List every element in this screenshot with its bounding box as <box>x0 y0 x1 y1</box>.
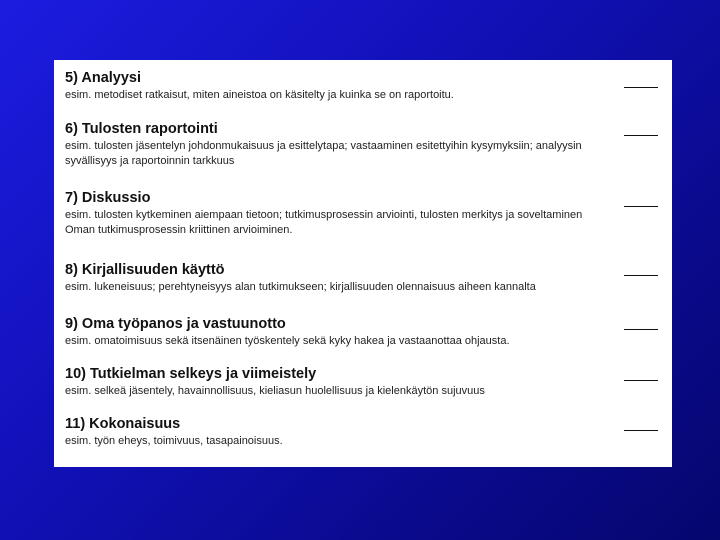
section-description: esim. työn eheys, toimivuus, tasapainoisuus. <box>65 435 283 447</box>
section-title: 11) Kokonaisuus <box>65 416 181 432</box>
section-description: esim. tulosten kytkeminen aiempaan tietoon; tutkimusprosessin arviointi, tulosten merkitys ja soveltaminen <box>65 209 583 221</box>
score-line <box>624 87 658 88</box>
score-line <box>624 206 658 207</box>
section-analyysi <box>65 70 665 103</box>
section-diskussio <box>65 190 665 238</box>
section-description: esim. omatoimisuus sekä itsenäinen työskentely sekä kyky hakea ja vastaanottaa ohjausta. <box>65 335 510 347</box>
section-kokonaisuus <box>65 416 665 449</box>
section-kirjallisuuden-kaytto <box>65 262 665 295</box>
section-oma-tyopanos <box>65 316 665 349</box>
section-title: 9) Oma työpanos ja vastuunotto <box>65 316 286 332</box>
section-description: Oman tutkimusprosessin kriittinen arvioiminen. <box>65 224 293 236</box>
section-description: esim. tulosten jäsentelyn johdonmukaisuus ja esittelytapa; vastaaminen esitettyihin kysymyksiin; analyysin <box>65 140 582 152</box>
section-description: esim. lukeneisuus; perehtyneisyys alan tutkimukseen; kirjallisuuden olennaisuus aiheen kannalta <box>65 281 536 293</box>
section-title: 6) Tulosten raportointi <box>65 121 218 137</box>
section-title: 5) Analyysi <box>65 70 142 86</box>
section-description: esim. metodiset ratkaisut, miten aineistoa on käsitelty ja kuinka se on raportoitu. <box>65 89 454 101</box>
section-title: 8) Kirjallisuuden käyttö <box>65 262 225 278</box>
section-tulosten-raportointi <box>65 121 665 169</box>
section-title: 10) Tutkielman selkeys ja viimeistely <box>65 366 317 382</box>
document-card <box>54 60 672 467</box>
section-tutkielman-selkeys <box>65 366 665 399</box>
score-line <box>624 275 658 276</box>
section-description: syvällisyys ja raportoinnin tarkkuus <box>65 155 235 167</box>
score-line <box>624 329 658 330</box>
score-line <box>624 135 658 136</box>
section-title: 7) Diskussio <box>65 190 151 206</box>
score-line <box>624 380 658 381</box>
score-line <box>624 430 658 431</box>
section-description: esim. selkeä jäsentely, havainnollisuus, kieliasun huolellisuus ja kielenkäytön sujuvuus <box>65 385 485 397</box>
